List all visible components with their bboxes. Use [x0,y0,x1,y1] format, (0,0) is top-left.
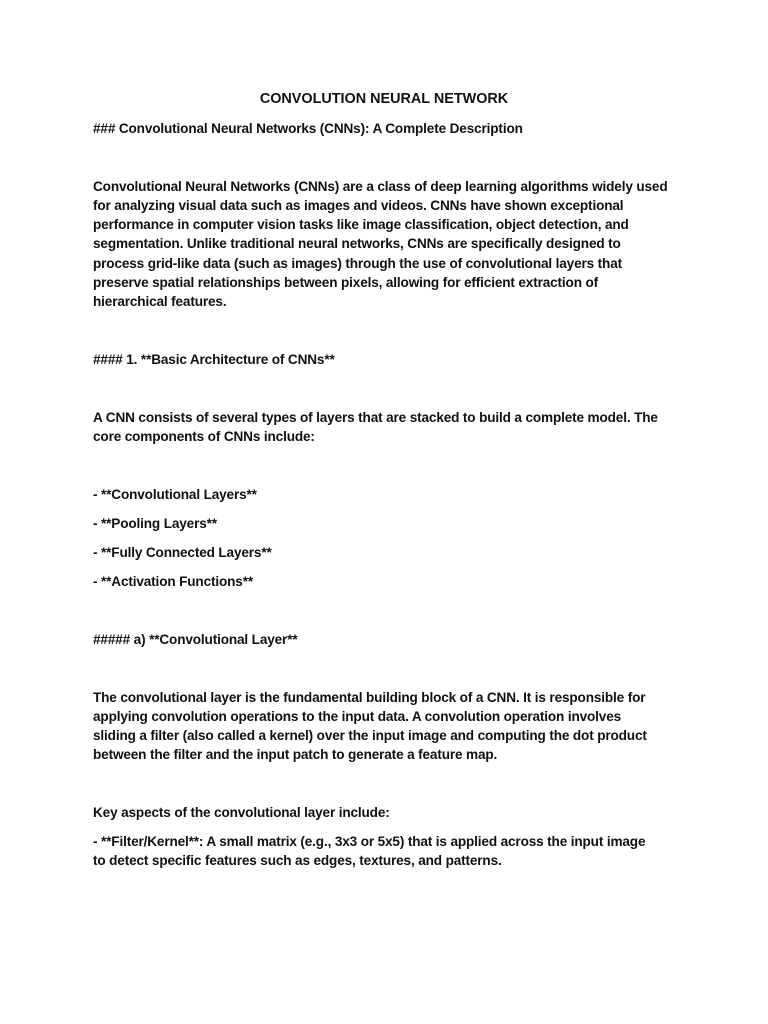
paragraph-line: A CNN consists of several types of layers that are stacked to build a complete model. The [93,410,658,425]
paragraph-line: The convolutional layer is the fundamental building block of a CNN. It is responsible for [93,690,646,705]
list-item: - **Convolutional Layers** [93,487,257,502]
paragraph-line: applying convolution operations to the input data. A convolution operation involves [93,709,622,724]
list-item: - **Pooling Layers** [93,516,217,531]
document-title: CONVOLUTION NEURAL NETWORK [259,91,509,107]
paragraph-line: segmentation. Unlike traditional neural networks, CNNs are specifically designed to [93,236,621,251]
list-item: - **Fully Connected Layers** [93,545,272,560]
key-aspects-heading: Key aspects of the convolutional layer include: [93,805,390,820]
paragraph-line: performance in computer vision tasks like image classification, object detection, and [93,217,629,232]
paragraph-line: sliding a filter (also called a kernel) over the input image and computing the dot product [93,728,647,743]
list-item-continuation: to detect specific features such as edges, textures, and patterns. [93,853,502,868]
subsection-a-heading: ##### a) **Convolutional Layer** [93,632,298,647]
paragraph-line: process grid-like data (such as images) through the use of convolutional layers that [93,256,622,271]
list-item: - **Activation Functions** [93,574,253,589]
paragraph-line: core components of CNNs include: [93,429,315,444]
list-item: - **Filter/Kernel**: A small matrix (e.g., 3x3 or 5x5) that is applied across the input image [93,834,646,849]
paragraph-line: preserve spatial relationships between pixels, allowing for efficient extraction of [93,275,599,290]
section1-heading: #### 1. **Basic Architecture of CNNs** [93,352,335,367]
document-heading: ### Convolutional Neural Networks (CNNs): A Complete Description [93,121,523,136]
paragraph-line: for analyzing visual data such as images and videos. CNNs have shown exceptional [93,198,624,213]
paragraph-line: between the filter and the input patch to generate a feature map. [93,747,498,762]
paragraph-line: hierarchical features. [93,294,227,309]
paragraph-line: Convolutional Neural Networks (CNNs) are a class of deep learning algorithms widely used [93,179,668,194]
